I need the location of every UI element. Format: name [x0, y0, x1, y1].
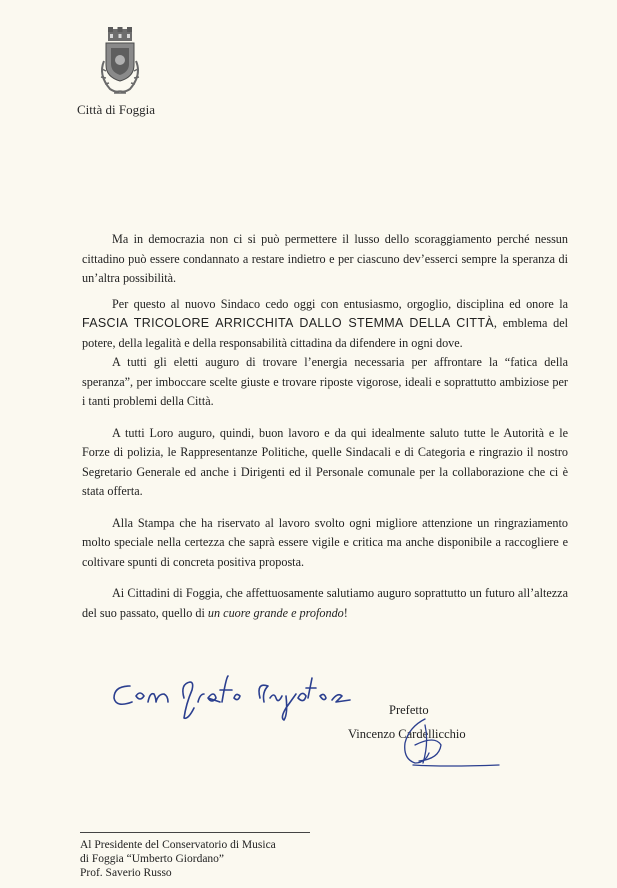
addressee-line-1: Al Presidente del Conservatorio di Musica	[80, 839, 276, 851]
paragraph-6-start: Ai Cittadini di Foggia, che affettuosamente salutiamo auguro soprattutto un futuro all’altezza del suo passato, quello di	[82, 586, 568, 620]
paragraph-6-end: !	[343, 605, 348, 620]
signer-title: Prefetto	[389, 703, 429, 717]
paragraph-2-end: , emblema del potere, della legalità e della responsabilità cittadina da difendere in ogni dove.	[82, 316, 568, 350]
city-crest-icon	[96, 27, 144, 99]
signer-name: Vincenzo Cardellicchio	[348, 727, 466, 741]
paragraph-6	[82, 584, 568, 623]
paragraph-6-italic: un cuore grande e profondo	[207, 605, 344, 620]
handwritten-note	[110, 668, 370, 728]
paragraph-2	[82, 295, 568, 354]
paragraph-5: Alla Stampa che ha riservato al lavoro svolto ogni migliore attenzione un ringraziamento molto speciale nella certezza che saprà essere vigile e critica ma anche disponibile a raccogliere e coltivare spunti di concreta positiva proposta.	[82, 515, 568, 569]
addressee-divider	[80, 832, 310, 833]
paragraph-2-start: Per questo al nuovo Sindaco cedo oggi con entusiasmo, orgoglio, disciplina ed onore la	[112, 296, 568, 311]
letter-body	[82, 230, 568, 623]
city-name: Città di Foggia	[77, 102, 155, 117]
paragraph-4: A tutti Loro auguro, quindi, buon lavoro e da qui idealmente saluto tutte le Autorità e le Forze di polizia, le Rappresentanze Politiche, quelle Sindacali e di Categoria e ringrazio il nostro Segretario Generale ed anche i Dirigenti ed il Personale comunale per la collaborazione che ci è stata offerta.	[82, 425, 568, 498]
paragraph-2-caps: FASCIA TRICOLORE ARRICCHITA DALLO STEMMA DELLA CITTÀ	[82, 316, 494, 330]
addressee-line-3: Prof. Saverio Russo	[80, 867, 172, 879]
addressee-line-2: di Foggia “Umberto Giordano”	[80, 853, 225, 865]
paragraph-3: A tutti gli eletti auguro di trovare l’energia necessaria per affrontare la “fatica della speranza”, per imboccare scelte giuste e trovare riposte vigorose, ideali e soprattutto ambiziose per i tanti problemi della Città.	[82, 355, 568, 408]
signature-scrawl	[395, 715, 505, 775]
paragraph-1: Ma in democrazia non ci si può permettere il lusso dello scoraggiamento perché nessun cittadino può essere condannato a restare indietro e per ciascuno dev’esserci sempre la speranza di un’altra possibilità.	[82, 232, 568, 285]
addressee-block	[80, 838, 276, 880]
